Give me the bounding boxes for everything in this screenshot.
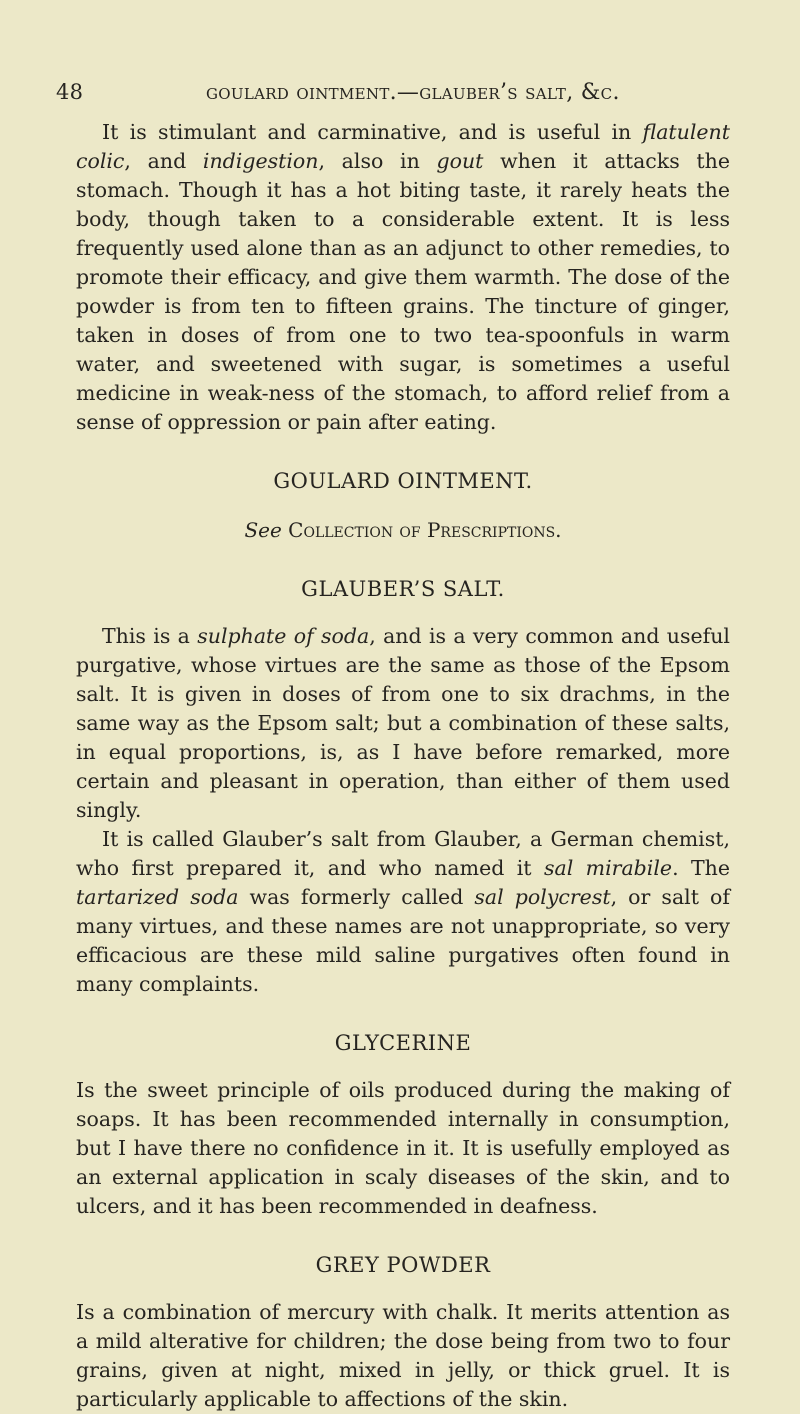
section-heading-goulard-ointment: GOULARD OINTMENT.: [273, 469, 533, 493]
term-gout: gout: [436, 149, 484, 173]
term-sulphate-of-soda: sulphate of soda: [197, 624, 370, 648]
section-heading-glaubers-salt: GLAUBER’S SALT.: [301, 577, 505, 601]
glauber-paragraph-1: This is a sulphate of soda, and is a very common and useful purgative, whose virtues are the same as those of the Epsom salt. It is given in doses of from one to six drachms, in the same way as the Epsom salt; but a combination of these salts, in equal proportions, is, as I have before remarked, more certain and pleasant in operation, than either of them used singly.: [76, 624, 730, 822]
body-text: [76, 118, 730, 1414]
term-flatulent-colic: flatulent colic: [76, 120, 730, 173]
grey-powder-paragraph: Is a combination of mercury with chalk. It merits attention as a mild alterative for children; the dose being from two to four grains, given at night, mixed in jelly, or thick gruel. It is particularly applicable to affections of the skin.: [76, 1300, 730, 1411]
cross-reference: [76, 516, 730, 545]
term-indigestion: indigestion: [202, 149, 319, 173]
section-heading-glycerine: GLYCERINE: [334, 1031, 472, 1055]
reference-title: Collection of Prescriptions.: [288, 518, 562, 542]
glauber-paragraph-2: It is called Glauber’s salt from Glauber, a German chemist, who first prepared it, and who named it sal mirabile. The tartarized soda was formerly called sal polycrest, or salt of many virtues, and these names are not unappropriate, so very efficacious are these mild saline purgatives often found in many complaints.: [76, 827, 731, 996]
running-head: [56, 80, 730, 114]
term-tartarized-soda: tartarized soda: [76, 885, 239, 909]
term-sal-mirabile: sal mirabile: [543, 856, 673, 880]
page-number: 48: [56, 80, 84, 104]
section-heading-grey-powder: GREY POWDER: [315, 1253, 491, 1277]
term-sal-polycrest: sal polycrest: [474, 885, 611, 909]
running-title: goulard ointment.—glauber’s salt, &c.: [206, 80, 620, 105]
see-label: See: [244, 518, 282, 542]
glycerine-paragraph: Is the sweet principle of oils produced during the making of soaps. It has been recommended internally in consumption, but I have there no confidence in it. It is usefully employed as an external application in scaly diseases of the skin, and to ulcers, and it has been recommended in deafness.: [76, 1078, 730, 1218]
intro-paragraph: It is stimulant and carminative, and is useful in flatulent colic, and indigestion, also in gout when it attacks the stomach. Though it has a hot biting taste, it rarely heats the body, though taken to a considerable extent. It is less frequently used alone than as an adjunct to other remedies, to promote their efficacy, and give them warmth. The dose of the powder is from ten to fifteen grains. The tincture of ginger, taken in doses of from one to two tea-spoonfuls in warm water, and sweetened with sugar, is sometimes a useful medicine in weak-ness of the stomach, to afford relief from a sense of oppression or pain after eating.: [76, 120, 730, 434]
